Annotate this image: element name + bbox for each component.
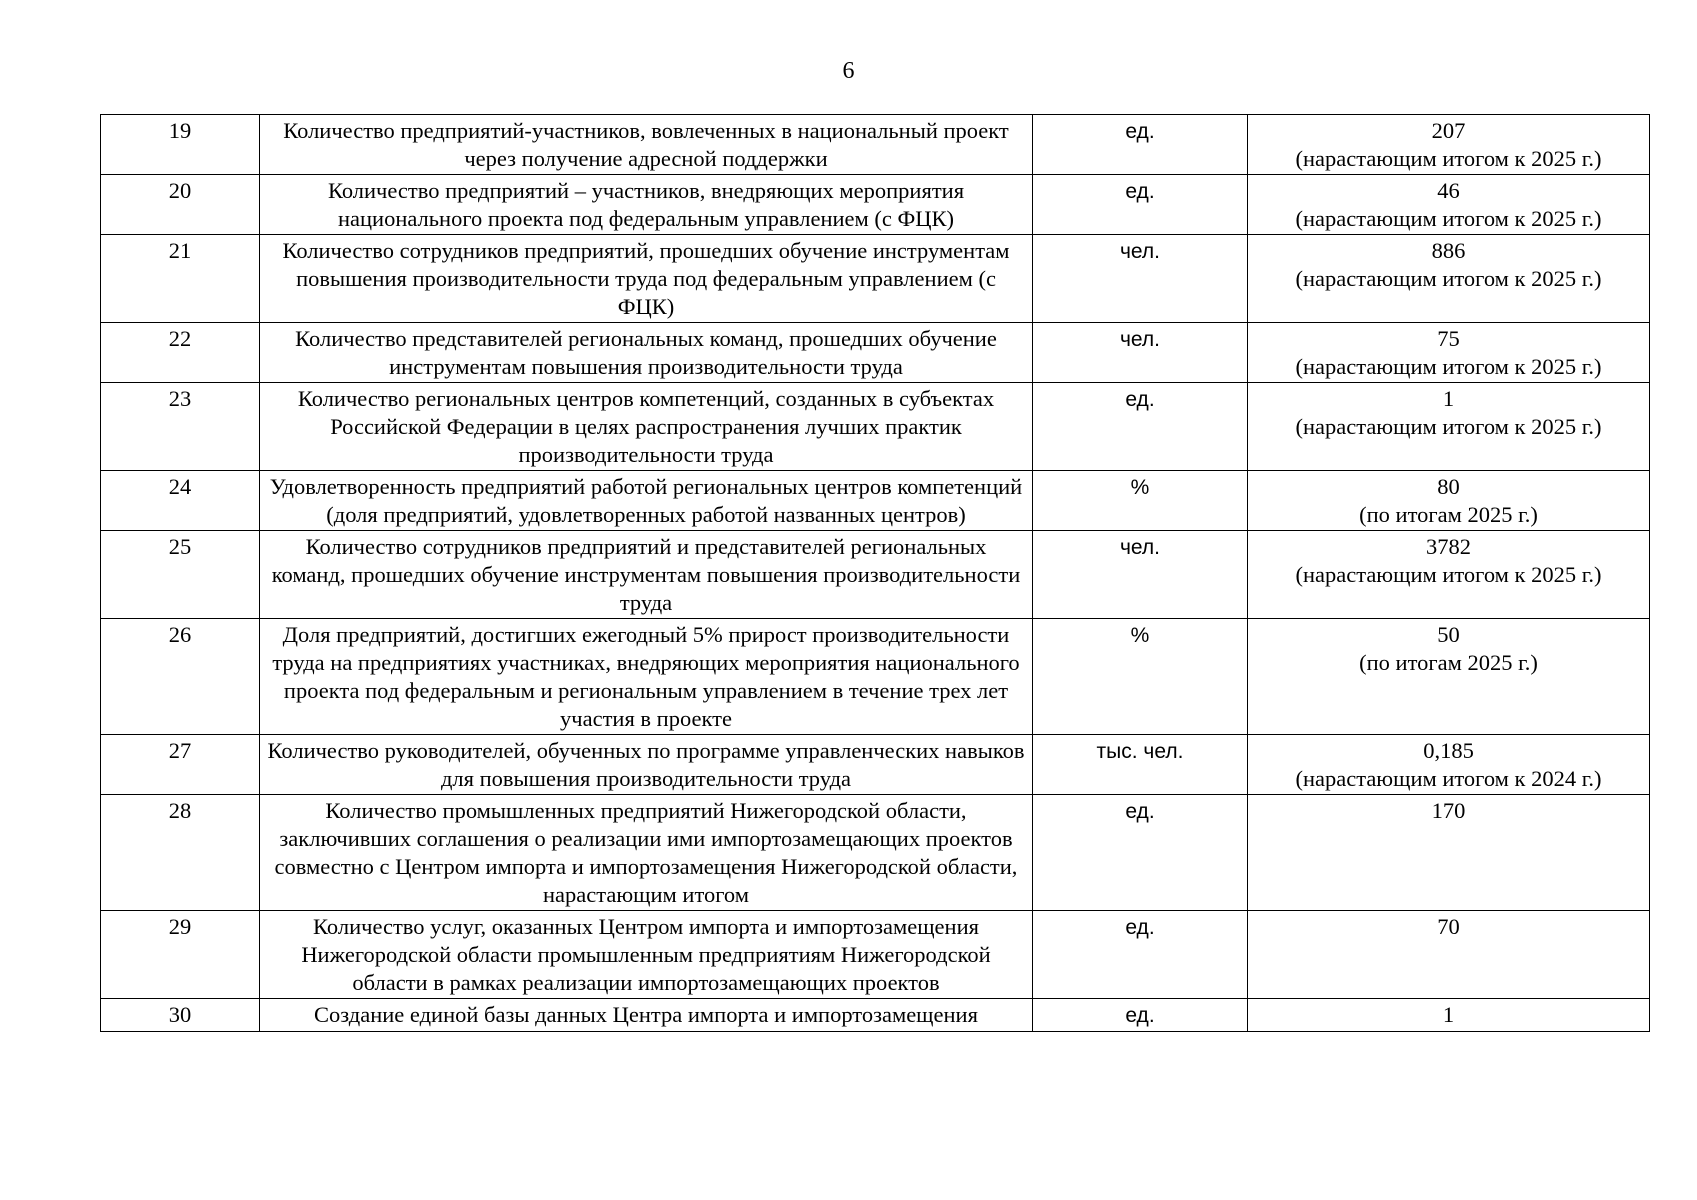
row-number: 29 bbox=[101, 911, 260, 999]
target-value: 3782 bbox=[1426, 534, 1471, 559]
indicator-name: Количество предприятий-участников, вовлеченных в национальный проект через получение адресной поддержки bbox=[260, 115, 1033, 175]
unit-of-measure: чел. bbox=[1119, 240, 1160, 263]
unit-cell bbox=[1033, 999, 1248, 1032]
row-number: 28 bbox=[101, 795, 260, 911]
indicator-name: Количество сотрудников предприятий и представителей региональных команд, прошедших обучение инструментам повышения производительности труда bbox=[260, 531, 1033, 619]
unit-cell bbox=[1033, 531, 1248, 619]
unit-of-measure: чел. bbox=[1119, 328, 1160, 351]
target-value-cell bbox=[1248, 323, 1650, 383]
row-number: 19 bbox=[101, 115, 260, 175]
row-number: 25 bbox=[101, 531, 260, 619]
target-value-note: (нарастающим итогом к 2024 г.) bbox=[1295, 766, 1602, 791]
unit-cell bbox=[1033, 471, 1248, 531]
row-number: 21 bbox=[101, 235, 260, 323]
table-row bbox=[101, 999, 1650, 1032]
target-value-note: (нарастающим итогом к 2025 г.) bbox=[1295, 266, 1602, 291]
indicators-table bbox=[100, 114, 1650, 1032]
unit-of-measure: ед. bbox=[1125, 388, 1155, 411]
unit-cell bbox=[1033, 735, 1248, 795]
target-value: 46 bbox=[1437, 178, 1460, 203]
target-value-cell bbox=[1248, 175, 1650, 235]
row-number: 27 bbox=[101, 735, 260, 795]
unit-of-measure: чел. bbox=[1119, 536, 1160, 559]
table-row bbox=[101, 323, 1650, 383]
table-row bbox=[101, 175, 1650, 235]
unit-of-measure: ед. bbox=[1125, 916, 1155, 939]
table-row bbox=[101, 735, 1650, 795]
table-row bbox=[101, 471, 1650, 531]
indicator-name: Количество представителей региональных команд, прошедших обучение инструментам повышения производительности труда bbox=[260, 323, 1033, 383]
target-value-note: (нарастающим итогом к 2025 г.) bbox=[1295, 206, 1602, 231]
table-row bbox=[101, 115, 1650, 175]
unit-cell bbox=[1033, 175, 1248, 235]
unit-cell bbox=[1033, 115, 1248, 175]
unit-of-measure: ед. bbox=[1125, 800, 1155, 823]
indicator-name: Создание единой базы данных Центра импорта и импортозамещения bbox=[260, 999, 1033, 1032]
row-number: 24 bbox=[101, 471, 260, 531]
unit-cell bbox=[1033, 323, 1248, 383]
indicator-name: Количество сотрудников предприятий, прошедших обучение инструментам повышения производительности труда под федеральным управлением (с ФЦК) bbox=[260, 235, 1033, 323]
target-value-cell bbox=[1248, 999, 1650, 1032]
row-number: 30 bbox=[101, 999, 260, 1032]
unit-of-measure: % bbox=[1130, 624, 1150, 647]
target-value-note: (нарастающим итогом к 2025 г.) bbox=[1295, 562, 1602, 587]
target-value: 50 bbox=[1437, 622, 1460, 647]
table-row bbox=[101, 235, 1650, 323]
target-value-cell bbox=[1248, 531, 1650, 619]
target-value: 886 bbox=[1431, 238, 1466, 263]
indicator-name: Доля предприятий, достигших ежегодный 5% прирост производительности труда на предприятиях участниках, внедряющих мероприятия национального проекта под федеральным и региональным управлением в течение трех лет участия в проекте bbox=[260, 619, 1033, 735]
table-row bbox=[101, 383, 1650, 471]
target-value-cell bbox=[1248, 235, 1650, 323]
indicator-name: Количество промышленных предприятий Нижегородской области, заключивших соглашения о реализации ими импортозамещающих проектов совместно с Центром импорта и импортозамещения Нижегородской области, нарастающим итогом bbox=[260, 795, 1033, 911]
row-number: 26 bbox=[101, 619, 260, 735]
table-row bbox=[101, 795, 1650, 911]
table-row bbox=[101, 531, 1650, 619]
target-value: 80 bbox=[1437, 474, 1460, 499]
table-body bbox=[101, 115, 1650, 1032]
target-value-cell bbox=[1248, 115, 1650, 175]
target-value-cell bbox=[1248, 795, 1650, 911]
unit-cell bbox=[1033, 235, 1248, 323]
target-value: 70 bbox=[1437, 914, 1460, 939]
indicator-name: Удовлетворенность предприятий работой региональных центров компетенций (доля предприятий, удовлетворенных работой названных центров) bbox=[260, 471, 1033, 531]
row-number: 22 bbox=[101, 323, 260, 383]
indicator-name: Количество предприятий – участников, внедряющих мероприятия национального проекта под федеральным управлением (с ФЦК) bbox=[260, 175, 1033, 235]
unit-of-measure: ед. bbox=[1125, 180, 1155, 203]
target-value-note: (по итогам 2025 г.) bbox=[1359, 502, 1538, 527]
target-value: 0,185 bbox=[1423, 738, 1474, 763]
indicator-name: Количество услуг, оказанных Центром импорта и импортозамещения Нижегородской области промышленным предприятиям Нижегородской области в рамках реализации импортозамещающих проектов bbox=[260, 911, 1033, 999]
target-value: 1 bbox=[1442, 1002, 1455, 1027]
indicator-name: Количество региональных центров компетенций, созданных в субъектах Российской Федерации в целях распространения лучших практик производительности труда bbox=[260, 383, 1033, 471]
target-value-cell bbox=[1248, 735, 1650, 795]
target-value: 170 bbox=[1431, 798, 1466, 823]
unit-of-measure: тыс. чел. bbox=[1096, 740, 1184, 763]
unit-cell bbox=[1033, 911, 1248, 999]
target-value-note: (нарастающим итогом к 2025 г.) bbox=[1295, 146, 1602, 171]
target-value: 75 bbox=[1437, 326, 1460, 351]
target-value-note: (по итогам 2025 г.) bbox=[1359, 650, 1538, 675]
table-row bbox=[101, 911, 1650, 999]
unit-cell bbox=[1033, 795, 1248, 911]
unit-cell bbox=[1033, 383, 1248, 471]
target-value: 207 bbox=[1431, 118, 1466, 143]
unit-of-measure: ед. bbox=[1125, 120, 1155, 143]
unit-of-measure: ед. bbox=[1125, 1004, 1155, 1027]
target-value-cell bbox=[1248, 911, 1650, 999]
row-number: 23 bbox=[101, 383, 260, 471]
table-row bbox=[101, 619, 1650, 735]
unit-of-measure: % bbox=[1130, 476, 1150, 499]
target-value-cell bbox=[1248, 471, 1650, 531]
page-number: 6 bbox=[842, 58, 855, 84]
indicator-name: Количество руководителей, обученных по программе управленческих навыков для повышения производительности труда bbox=[260, 735, 1033, 795]
unit-cell bbox=[1033, 619, 1248, 735]
target-value-note: (нарастающим итогом к 2025 г.) bbox=[1295, 414, 1602, 439]
target-value: 1 bbox=[1442, 386, 1455, 411]
target-value-note: (нарастающим итогом к 2025 г.) bbox=[1295, 354, 1602, 379]
target-value-cell bbox=[1248, 383, 1650, 471]
target-value-cell bbox=[1248, 619, 1650, 735]
row-number: 20 bbox=[101, 175, 260, 235]
